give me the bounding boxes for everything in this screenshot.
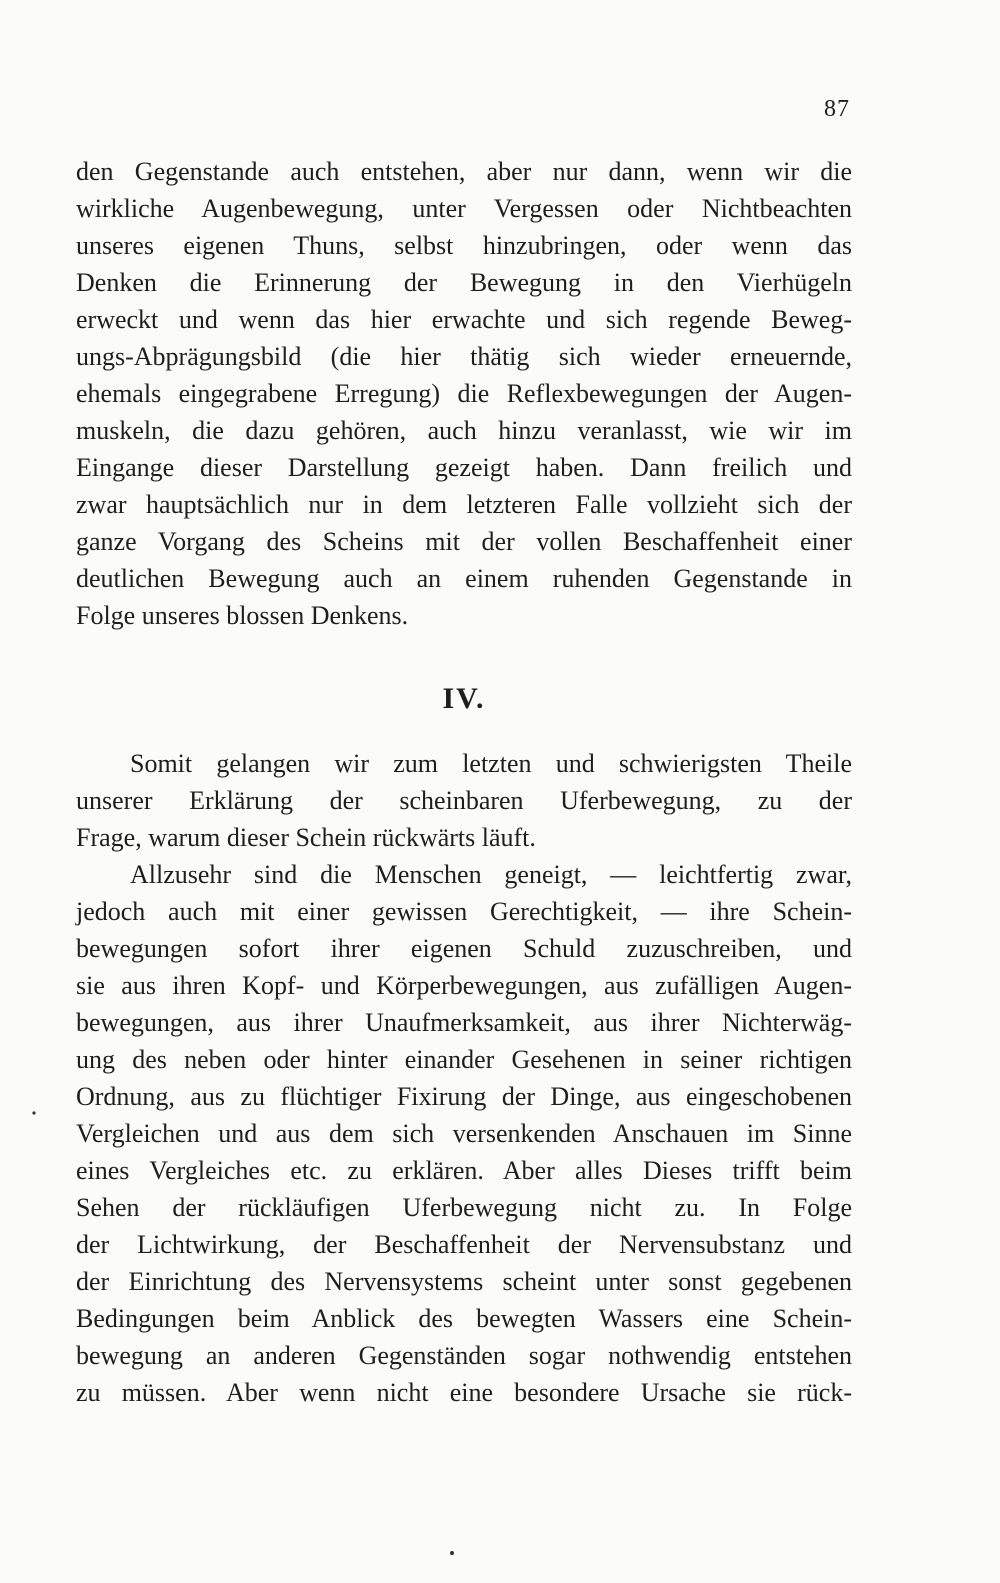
text-line: Frage, warum dieser Schein rückwärts läuft. — [76, 823, 536, 852]
text-line: bewegung an anderen Gegenständen sogar nothwendig entstehen — [76, 1341, 852, 1370]
text-line: sie aus ihren Kopf- und Körperbewegungen, aus zufälligen Augen- — [76, 971, 852, 1000]
text-line: der Lichtwirkung, der Beschaffenheit der Nervensubstanz und — [76, 1230, 852, 1259]
text-line: ganze Vorgang des Scheins mit der vollen Beschaffenheit einer — [76, 527, 852, 556]
text-line: muskeln, die dazu gehören, auch hinzu veranlasst, wie wir im — [76, 416, 852, 445]
text-line: wirkliche Augenbewegung, unter Vergessen oder Nichtbeachten — [76, 194, 852, 223]
section-heading: IV. — [442, 682, 486, 715]
text-line: Ordnung, aus zu flüchtiger Fixirung der Dinge, aus eingeschobenen — [76, 1082, 852, 1111]
text-line: Vergleichen und aus dem sich versenkenden Anschauen im Sinne — [76, 1119, 852, 1148]
text-line: ungs-Abprägungsbild (die hier thätig sich wieder erneuernde, — [76, 342, 852, 371]
text-line: Bedingungen beim Anblick des bewegten Wassers eine Schein- — [76, 1304, 852, 1333]
text-line: unseres eigenen Thuns, selbst hinzubringen, oder wenn das — [76, 231, 852, 260]
text-line: zu müssen. Aber wenn nicht eine besondere Ursache sie rück- — [76, 1378, 852, 1407]
text-line: jedoch auch mit einer gewissen Gerechtigkeit, — ihre Schein- — [76, 897, 852, 926]
text-line: der Einrichtung des Nervensystems scheint unter sonst gegebenen — [76, 1267, 852, 1296]
scan-speck — [32, 1111, 35, 1114]
scan-speck — [450, 1551, 454, 1555]
text-line: Allzusehr sind die Menschen geneigt, — leichtfertig zwar, — [130, 860, 852, 889]
text-line: deutlichen Bewegung auch an einem ruhenden Gegenstande in — [76, 564, 852, 593]
text-line: unserer Erklärung der scheinbaren Uferbewegung, zu der — [76, 786, 852, 815]
text-line: bewegungen sofort ihrer eigenen Schuld zuzuschreiben, und — [76, 934, 852, 963]
text-line: Folge unseres blossen Denkens. — [76, 601, 409, 630]
text-line: bewegungen, aus ihrer Unaufmerksamkeit, aus ihrer Nichterwäg- — [76, 1008, 852, 1037]
text-line: ung des neben oder hinter einander Gesehenen in seiner richtigen — [76, 1045, 852, 1074]
page-number: 87 — [824, 96, 850, 122]
text-line: Sehen der rückläufigen Uferbewegung nicht zu. In Folge — [76, 1193, 852, 1222]
text-line: ehemals eingegrabene Erregung) die Reflexbewegungen der Augen- — [76, 379, 852, 408]
text-line: Eingange dieser Darstellung gezeigt haben. Dann freilich und — [76, 453, 852, 482]
text-line: eines Vergleiches etc. zu erklären. Aber alles Dieses trifft beim — [76, 1156, 852, 1185]
text-line: zwar hauptsächlich nur in dem letzteren Falle vollzieht sich der — [76, 490, 852, 519]
text-line: erweckt und wenn das hier erwachte und sich regende Beweg- — [76, 305, 852, 334]
text-line: den Gegenstande auch entstehen, aber nur dann, wenn wir die — [76, 157, 852, 186]
text-line: Somit gelangen wir zum letzten und schwierigsten Theile — [130, 749, 852, 778]
text-line: Denken die Erinnerung der Bewegung in den Vierhügeln — [76, 268, 852, 297]
